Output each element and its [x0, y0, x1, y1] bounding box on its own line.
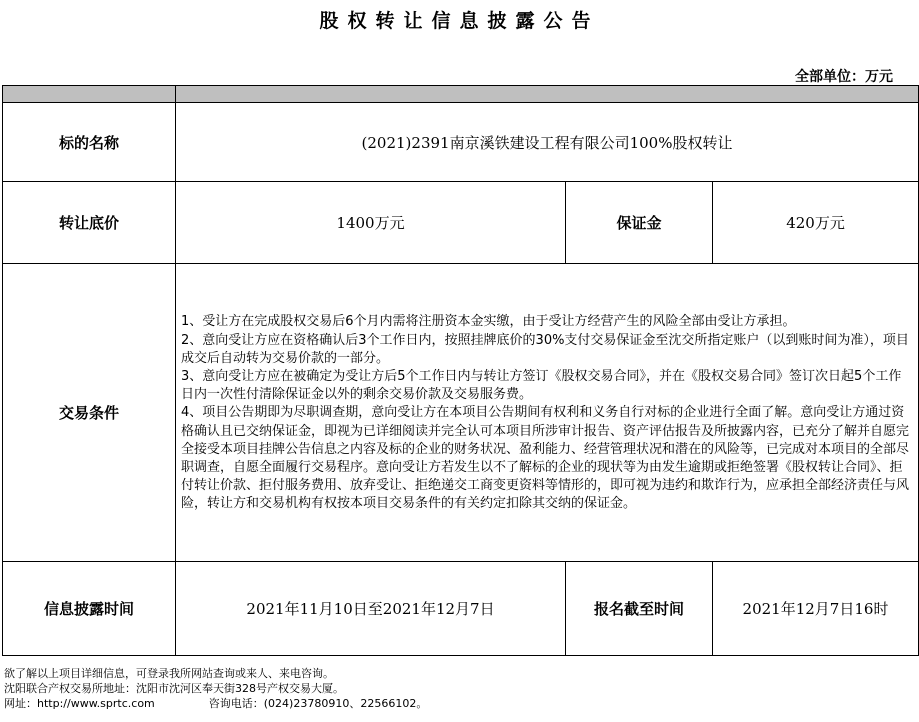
deposit-label: 保证金: [566, 182, 713, 264]
announcement-table: [2, 85, 919, 656]
deadline-label: 报名截至时间: [566, 562, 713, 656]
condition-item-3: 3、意向受让方应在被确定为受让方后5个工作日内与转让方签订《股权交易合同》，并在《股权交易合同》签订次日起5个工作日内一次性付清除保证金以外的剩余交易价款及交易服务费。: [181, 368, 902, 403]
disclosure-label: 信息披露时间: [3, 562, 176, 656]
page-title: 股权转让信息披露公告: [319, 10, 600, 32]
phone-text: 咨询电话：(024)23780910、22566102。: [208, 697, 428, 710]
footer-line-1: 欲了解以上项目详细信息，可登录我所网站查询或来人、来电咨询。: [4, 667, 334, 680]
conditions-row: [3, 264, 919, 562]
disclosure-value: 2021年11月10日至2021年12月7日: [176, 562, 566, 656]
conditions-content: [176, 264, 919, 562]
condition-item-4: 4、项目公告期即为尽职调查期，意向受让方在本项目公告期间有权利和义务自行对标的企业进行全面了解。意向受让方通过资格确认且已交纳保证金，即视为已详细阅读并完全认可本项目所涉审计报告、资产评估报告及所披露内容，已充分了解并自愿完全接受本项目挂牌公告信息之内容及标的企业的财务状况、盈利能力、经营管理状况和潜在的风险等，已完成对本项目的全部尽职调查，自愿全面履行交易程序。意向受让方若发生以不了解标的企业的现状等为由发生逾期或拒绝签署《股权转让合同》、拒付转让价款、拒付服务费用、放弃受让、拒绝递交工商变更资料等情形的，即可视为违约和欺诈行为，应承担全部经济责任与风险，转让方和交易机构有权按本项目交易条件的有关约定扣除其交纳的保证金。: [181, 405, 910, 512]
subject-row: [3, 103, 919, 182]
footer: [4, 666, 427, 711]
header-bar-row: [3, 86, 919, 103]
condition-item-1: 1、受让方在完成股权交易后6个月内需将注册资本金实缴，由于受让方经营产生的风险全部由受让方承担。: [181, 314, 796, 330]
deadline-value: 2021年12月7日16时: [713, 562, 919, 656]
conditions-label: 交易条件: [3, 264, 176, 562]
price-label: 转让底价: [3, 182, 176, 264]
subject-label: 标的名称: [3, 103, 176, 182]
footer-line-3: [4, 696, 427, 711]
header-bar-cell-left: [3, 86, 176, 103]
subject-value: (2021)2391南京溪铁建设工程有限公司100%股权转让: [176, 103, 919, 182]
condition-item-2: 2、意向受让方应在资格确认后3个工作日内，按照挂牌底价的30%支付交易保证金至沈交所指定账户（以到账时间为准），项目成交后自动转为交易价款的一部分。: [181, 332, 909, 366]
deposit-value: 420万元: [713, 182, 919, 264]
header-bar-cell-right: [176, 86, 919, 103]
website-link[interactable]: 网址：http://www.sprtc.com: [4, 697, 155, 710]
price-row: [3, 182, 919, 264]
unit-note: 全部单位：万元: [795, 69, 893, 85]
disclosure-row: [3, 562, 919, 656]
footer-line-2: 沈阳联合产权交易所地址：沈阳市沈河区奉天街328号产权交易大厦。: [4, 682, 344, 695]
price-value: 1400万元: [176, 182, 566, 264]
